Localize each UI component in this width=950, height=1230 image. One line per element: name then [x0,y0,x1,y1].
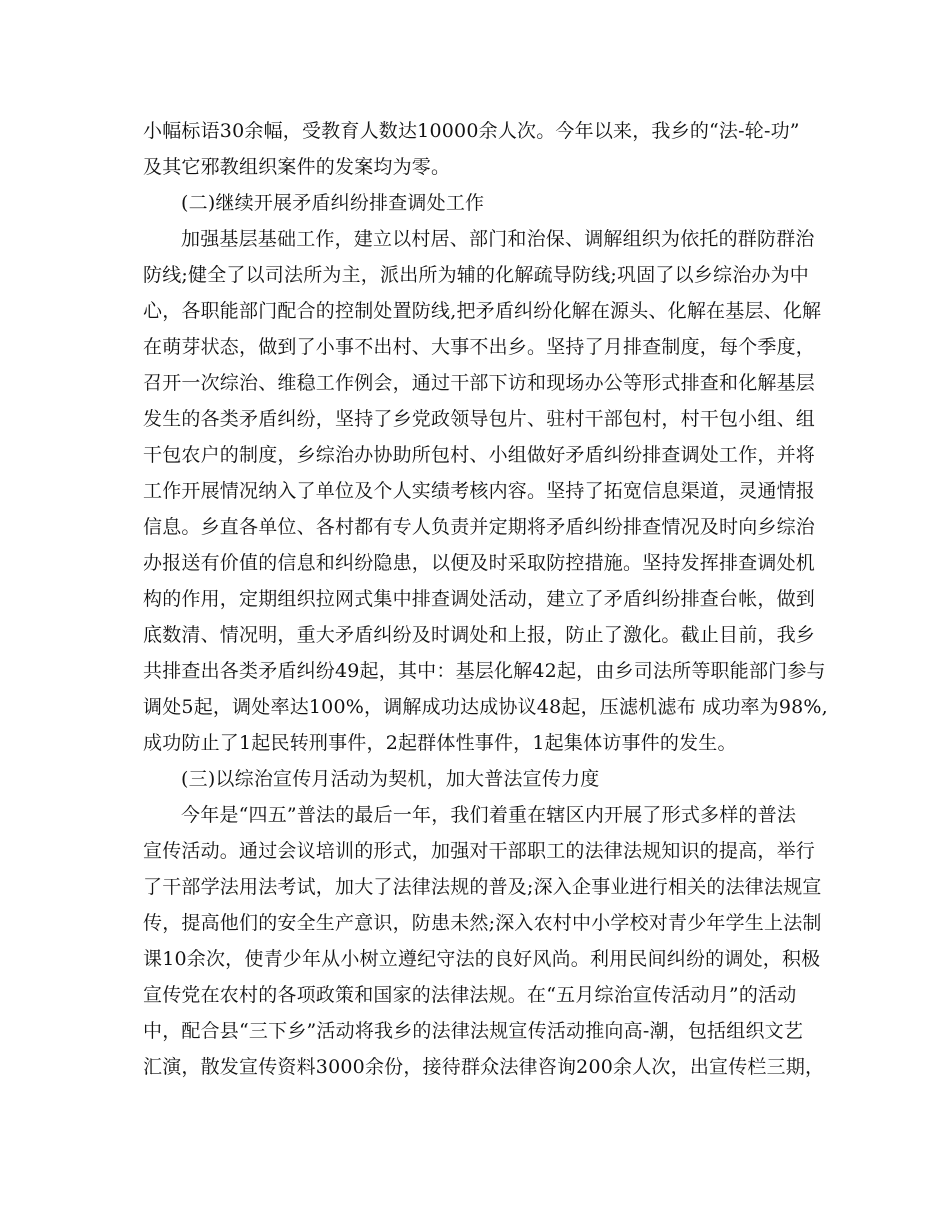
text-line: 信息。乡直各单位、各村都有专人负责并定期将矛盾纠纷排查情况及时向乡综治 [143,516,816,538]
text-line: 汇演，散发宣传资料3000余份，接待群众法律咨询200余人次，出宣传栏三期， [143,1056,825,1078]
text-line: 召开一次综治、维稳工作例会，通过干部下访和现场办公等形式排查和化解基层 [143,372,816,394]
text-line: 了干部学法用法考试，加大了法律法规的普及;深入企事业进行相关的法律法规宣 [143,876,822,898]
text-line: 及其它邪教组织案件的发案均为零。 [143,156,451,178]
text-line: 发生的各类矛盾纠纷，坚持了乡党政领导包片、驻村干部包村，村干包小组、组 [143,408,816,430]
text-line: 调处5起，调处率达100%，调解成功达成协议48起，压滤机滤布 成功率为98%, [143,696,828,718]
paragraph-first-line: 加强基层基础工作，建立以村居、部门和治保、调解组织为依托的群防群治 [181,228,815,250]
section-heading: (二)继续开展矛盾纠纷排查调处工作 [181,192,485,214]
section-heading: (三)以综治宣传月活动为契机，加大普法宣传力度 [181,768,600,790]
text-line: 办报送有价值的信息和纠纷隐患，以便及时采取防控措施。坚持发挥排查调处机 [143,552,816,574]
text-line: 共排查出各类矛盾纠纷49起，其中：基层化解42起，由乡司法所等职能部门参与 [143,660,826,682]
text-line: 小幅标语30余幅，受教育人数达10000余人次。今年以来，我乡的“法-轮-功” [143,120,800,142]
text-line: 成功防止了1起民转刑事件，2起群体性事件，1起集体访事件的发生。 [143,732,737,754]
text-line: 底数清、情况明，重大矛盾纠纷及时调处和上报，防止了激化。截止目前，我乡 [143,624,816,646]
text-line: 防线;健全了以司法所为主，派出所为辅的化解疏导防线;巩固了以乡综治办为中 [143,264,810,286]
text-line: 干包农户的制度，乡综治办协助所包村、小组做好矛盾纠纷排查调处工作，并将 [143,444,816,466]
text-line: 构的作用，定期组织拉网式集中排查调处活动，建立了矛盾纠纷排查台帐，做到 [143,588,816,610]
text-line: 中，配合县“三下乡”活动将我乡的法律法规宣传活动推向高-潮，包括组织文艺 [143,1020,804,1042]
text-line: 宣传活动。通过会议培训的形式，加强对干部职工的法律法规知识的提高，举行 [143,840,816,862]
text-line: 工作开展情况纳入了单位及个人实绩考核内容。坚持了拓宽信息渠道，灵通情报 [143,480,816,502]
paragraph-first-line: 今年是“四五”普法的最后一年，我们着重在辖区内开展了形式多样的普法 [181,804,797,826]
text-line: 心，各职能部门配合的控制处置防线,把矛盾纠纷化解在源头、化解在基层、化解 [143,300,822,322]
text-line: 在萌芽状态，做到了小事不出村、大事不出乡。坚持了月排查制度，每个季度， [143,336,816,358]
text-line: 宣传党在农村的各项政策和国家的法律法规。在“五月综治宣传活动月”的活动 [143,984,797,1006]
text-line: 传，提高他们的安全生产意识，防患未然;深入农村中小学校对青少年学生上法制 [143,912,822,934]
text-line: 课10余次，使青少年从小树立遵纪守法的良好风尚。利用民间纠纷的调处，积极 [143,948,821,970]
